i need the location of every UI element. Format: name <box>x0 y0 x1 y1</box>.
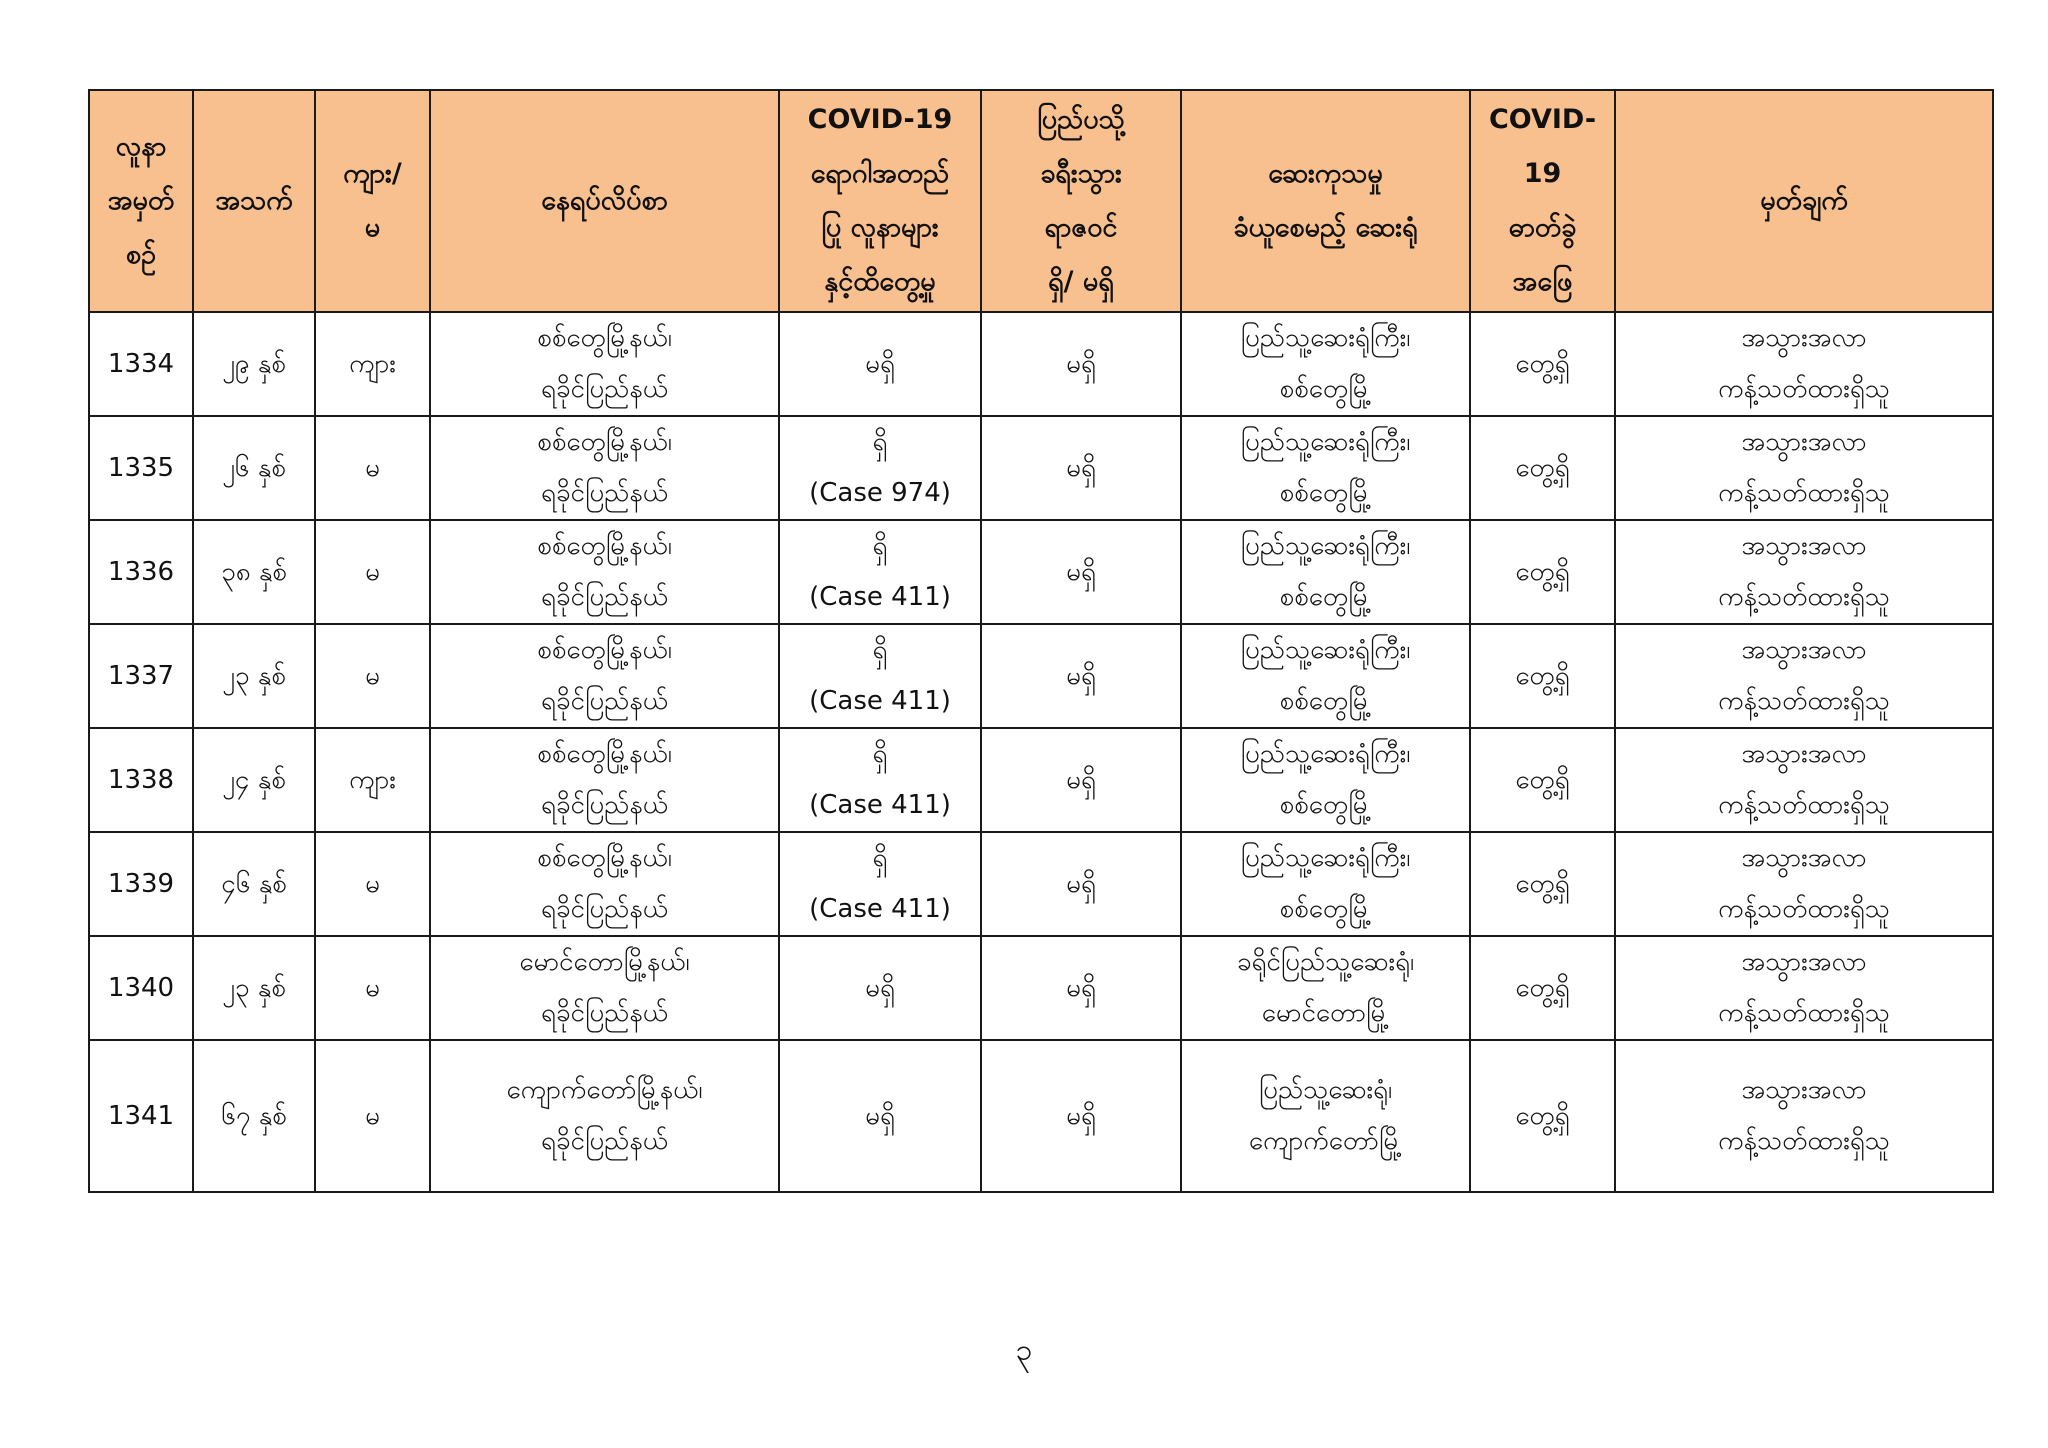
travel-history-cell: မရှိ <box>981 416 1181 520</box>
table-body <box>89 312 1993 1192</box>
cell-line: (Case 411) <box>809 582 951 612</box>
address-cell <box>430 832 779 936</box>
cell-line: စစ်တွေမြို့ <box>1279 374 1372 404</box>
cell-line: မရှိ <box>865 972 895 1003</box>
cell-line: စစ်တွေမြို့နယ်၊ <box>537 323 672 353</box>
cell-line: ပြည်သူ့ဆေးရုံကြီး၊ <box>1240 843 1411 873</box>
cell-line: အဖြေ <box>1512 266 1573 297</box>
cell-line: အသက် <box>215 185 293 216</box>
cell-line: ရခိုင်ပြည်နယ် <box>540 894 668 924</box>
cell-line: ရှိ <box>872 843 888 873</box>
header-age <box>193 90 315 312</box>
cell-line: ရခိုင်ပြည်နယ် <box>540 1126 668 1156</box>
header-remarks <box>1615 90 1993 312</box>
cell-line: စစ်တွေမြို့နယ်၊ <box>537 531 672 561</box>
sex-cell: မ <box>315 416 430 520</box>
table-header <box>89 90 1993 312</box>
age-cell: ၆၇ နှစ် <box>193 1040 315 1192</box>
patient-number-cell: 1338 <box>89 728 193 832</box>
cell-line: ကန့်သတ်ထားရှိသူ <box>1718 998 1890 1028</box>
lab-result-cell: တွေ့ရှိ <box>1470 936 1615 1040</box>
header-travel-history <box>981 90 1181 312</box>
table-row <box>89 312 1993 416</box>
sex-cell: မ <box>315 1040 430 1192</box>
header-patient-number <box>89 90 193 312</box>
travel-history-cell: မရှိ <box>981 520 1181 624</box>
table-row <box>89 728 1993 832</box>
remark-cell <box>1615 520 1993 624</box>
hospital-cell <box>1181 312 1470 416</box>
cell-line: စစ်တွေမြို့ <box>1279 686 1372 716</box>
cell-line: ပြည်သူ့ဆေးရုံကြီး၊ <box>1240 427 1411 457</box>
cell-line: မ <box>364 212 381 243</box>
cell-line: ပြည်သူ့ဆေးရုံကြီး၊ <box>1240 531 1411 561</box>
cell-line: အသွားအလာ <box>1741 1075 1867 1105</box>
sex-cell: မ <box>315 520 430 624</box>
cell-line: ကျား/ <box>343 158 402 189</box>
contact-cell <box>779 416 981 520</box>
cell-line: ပြည်ပသို့ <box>1037 104 1125 135</box>
cell-line: စဉ် <box>125 239 157 270</box>
lab-result-cell: တွေ့ရှိ <box>1470 1040 1615 1192</box>
travel-history-cell: မရှိ <box>981 312 1181 416</box>
lab-result-cell: တွေ့ရှိ <box>1470 312 1615 416</box>
remark-cell <box>1615 624 1993 728</box>
cell-line: ရာဇဝင် <box>1044 212 1118 243</box>
cell-line: ကန့်သတ်ထားရှိသူ <box>1718 1126 1890 1156</box>
lab-result-cell: တွေ့ရှိ <box>1470 416 1615 520</box>
table-row <box>89 832 1993 936</box>
hospital-cell <box>1181 936 1470 1040</box>
address-cell <box>430 936 779 1040</box>
cell-line: ကျောက်တော်မြို့ <box>1248 1126 1403 1156</box>
hospital-cell <box>1181 728 1470 832</box>
cell-line: ပြည်သူ့ဆေးရုံကြီး၊ <box>1240 635 1411 665</box>
cell-line: ရခိုင်ပြည်နယ် <box>540 582 668 612</box>
header-lab-result <box>1470 90 1615 312</box>
cell-line: လူနာ <box>115 131 167 162</box>
cell-line: COVID- <box>1488 104 1597 135</box>
hospital-cell <box>1181 832 1470 936</box>
age-cell: ၄၆ နှစ် <box>193 832 315 936</box>
cell-line: ရခိုင်ပြည်နယ် <box>540 998 668 1028</box>
travel-history-cell: မရှိ <box>981 832 1181 936</box>
patient-number-cell: 1334 <box>89 312 193 416</box>
lab-result-cell: တွေ့ရှိ <box>1470 520 1615 624</box>
sex-cell: မ <box>315 832 430 936</box>
cell-line: ရှိ <box>872 531 888 561</box>
cell-line: ဓာတ်ခွဲ <box>1508 212 1577 243</box>
address-cell <box>430 416 779 520</box>
travel-history-cell: မရှိ <box>981 1040 1181 1192</box>
contact-cell <box>779 520 981 624</box>
table-row <box>89 936 1993 1040</box>
cell-line: မရှိ <box>865 348 895 379</box>
cell-line: ရခိုင်ပြည်နယ် <box>540 374 668 404</box>
cell-line: ရှိ <box>872 739 888 769</box>
age-cell: ၂၃ နှစ် <box>193 624 315 728</box>
table-row <box>89 520 1993 624</box>
sex-cell: ကျား <box>315 312 430 416</box>
address-cell <box>430 728 779 832</box>
cell-line: ပြည်သူ့ဆေးရုံကြီး၊ <box>1240 739 1411 769</box>
cell-line: စစ်တွေမြို့နယ်၊ <box>537 739 672 769</box>
cell-line: ကန့်သတ်ထားရှိသူ <box>1718 790 1890 820</box>
cell-line: ရှိ <box>872 427 888 457</box>
age-cell: ၂၉ နှစ် <box>193 312 315 416</box>
cell-line: (Case 411) <box>809 686 951 716</box>
contact-cell <box>779 832 981 936</box>
cell-line: ခရိုင်ပြည်သူ့ဆေးရုံ၊ <box>1236 947 1415 977</box>
cell-line: အသွားအလာ <box>1741 843 1867 873</box>
hospital-cell <box>1181 520 1470 624</box>
hospital-cell <box>1181 624 1470 728</box>
address-cell <box>430 624 779 728</box>
sex-cell: ကျား <box>315 728 430 832</box>
cell-line: ရှိ/ မရှိ <box>1048 266 1114 297</box>
cell-line: စစ်တွေမြို့ <box>1279 894 1372 924</box>
cell-line: (Case 974) <box>809 478 951 508</box>
age-cell: ၂၆ နှစ် <box>193 416 315 520</box>
cell-line: ကျောက်တော်မြို့နယ်၊ <box>506 1075 703 1105</box>
age-cell: ၂၃ နှစ် <box>193 936 315 1040</box>
cell-line: အသွားအလာ <box>1741 739 1867 769</box>
patient-number-cell: 1337 <box>89 624 193 728</box>
remark-cell <box>1615 312 1993 416</box>
cell-line: ကန့်သတ်ထားရှိသူ <box>1718 478 1890 508</box>
sex-cell: မ <box>315 624 430 728</box>
cell-line: အမှတ် <box>107 185 175 216</box>
cell-line: စစ်တွေမြို့နယ်၊ <box>537 427 672 457</box>
covid-case-table <box>88 89 1994 1193</box>
cell-line: စစ်တွေမြို့ <box>1279 582 1372 612</box>
cell-line: (Case 411) <box>809 790 951 820</box>
remark-cell <box>1615 832 1993 936</box>
remark-cell <box>1615 728 1993 832</box>
cell-line: စစ်တွေမြို့နယ်၊ <box>537 635 672 665</box>
cell-line: မောင်တောမြို့ <box>1261 998 1390 1028</box>
cell-line: ခရီးသွား <box>1040 158 1122 189</box>
page-number: ၃ <box>1015 1333 1033 1368</box>
cell-line: ရခိုင်ပြည်နယ် <box>540 686 668 716</box>
header-treatment-hospital <box>1181 90 1470 312</box>
cell-line: ကန့်သတ်ထားရှိသူ <box>1718 374 1890 404</box>
contact-cell <box>779 936 981 1040</box>
contact-cell <box>779 1040 981 1192</box>
patient-number-cell: 1341 <box>89 1040 193 1192</box>
address-cell <box>430 312 779 416</box>
cell-line: အသွားအလာ <box>1741 635 1867 665</box>
cell-line: နှင့်ထိတွေ့မှု <box>824 266 936 297</box>
address-cell <box>430 1040 779 1192</box>
table-row <box>89 624 1993 728</box>
travel-history-cell: မရှိ <box>981 624 1181 728</box>
lab-result-cell: တွေ့ရှိ <box>1470 728 1615 832</box>
cell-line: ပြု လူနာများ <box>821 212 939 243</box>
cell-line: မရှိ <box>865 1100 895 1131</box>
sex-cell: မ <box>315 936 430 1040</box>
lab-result-cell: တွေ့ရှိ <box>1470 832 1615 936</box>
patient-number-cell: 1340 <box>89 936 193 1040</box>
cell-line: ရခိုင်ပြည်နယ် <box>540 790 668 820</box>
cell-line: စစ်တွေမြို့နယ်၊ <box>537 843 672 873</box>
remark-cell <box>1615 416 1993 520</box>
cell-line: 19 <box>1523 158 1562 189</box>
cell-line: ကန့်သတ်ထားရှိသူ <box>1718 582 1890 612</box>
patient-number-cell: 1336 <box>89 520 193 624</box>
header-sex <box>315 90 430 312</box>
cell-line: အသွားအလာ <box>1741 427 1867 457</box>
address-cell <box>430 520 779 624</box>
patient-number-cell: 1335 <box>89 416 193 520</box>
cell-line: အသွားအလာ <box>1741 531 1867 561</box>
contact-cell <box>779 624 981 728</box>
table-row <box>89 416 1993 520</box>
table-row <box>89 1040 1993 1192</box>
cell-line: ကန့်သတ်ထားရှိသူ <box>1718 894 1890 924</box>
remark-cell <box>1615 1040 1993 1192</box>
cell-line: ကန့်သတ်ထားရှိသူ <box>1718 686 1890 716</box>
patient-number-cell: 1339 <box>89 832 193 936</box>
cell-line: နေရပ်လိပ်စာ <box>541 185 668 216</box>
cell-line: စစ်တွေမြို့ <box>1279 790 1372 820</box>
age-cell: ၃၈ နှစ် <box>193 520 315 624</box>
cell-line: ခံယူစေမည့် ဆေးရုံ <box>1233 212 1418 243</box>
cell-line: အသွားအလာ <box>1741 947 1867 977</box>
lab-result-cell: တွေ့ရှိ <box>1470 624 1615 728</box>
header-covid-contact <box>779 90 981 312</box>
travel-history-cell: မရှိ <box>981 728 1181 832</box>
hospital-cell <box>1181 416 1470 520</box>
cell-line: ပြည်သူ့ဆေးရုံ၊ <box>1258 1075 1393 1105</box>
header-row <box>89 90 1993 312</box>
cell-line: ပြည်သူ့ဆေးရုံကြီး၊ <box>1240 323 1411 353</box>
remark-cell <box>1615 936 1993 1040</box>
cell-line: ဆေးကုသမှု <box>1268 158 1383 189</box>
hospital-cell <box>1181 1040 1470 1192</box>
cell-line: ရခိုင်ပြည်နယ် <box>540 478 668 508</box>
cell-line: (Case 411) <box>809 894 951 924</box>
cell-line: မောင်တောမြို့နယ်၊ <box>519 947 690 977</box>
age-cell: ၂၄ နှစ် <box>193 728 315 832</box>
cell-line: မှတ်ချက် <box>1760 185 1848 216</box>
travel-history-cell: မရှိ <box>981 936 1181 1040</box>
contact-cell <box>779 728 981 832</box>
cell-line: ရှိ <box>872 635 888 665</box>
header-address <box>430 90 779 312</box>
contact-cell <box>779 312 981 416</box>
cell-line: အသွားအလာ <box>1741 323 1867 353</box>
cell-line: ရောဂါအတည် <box>810 158 950 189</box>
cell-line: စစ်တွေမြို့ <box>1279 478 1372 508</box>
cell-line: COVID-19 <box>807 104 953 135</box>
